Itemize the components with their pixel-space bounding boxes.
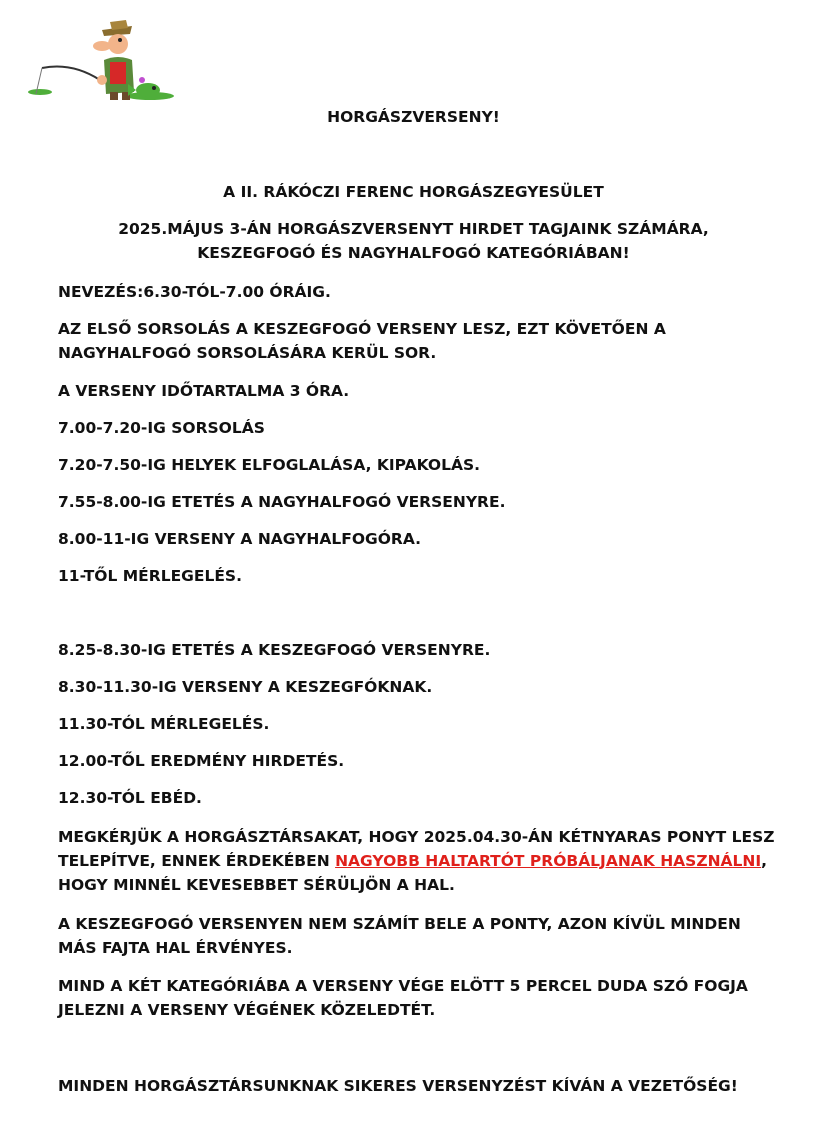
schedule-item: 7.55-8.00-IG ETETÉS A NAGYHALFOGÓ VERSENYRE. [58, 493, 506, 511]
schedule-item: 11-TŐL MÉRLEGELÉS. [58, 567, 242, 585]
duration-line: A VERSENY IDŐTARTALMA 3 ÓRA. [58, 382, 350, 400]
highlighted-request: NAGYOBB HALTARTÓT PRÓBÁLJANAK HASZNÁLNI [335, 852, 762, 870]
request-text-end: , HOGY MINNÉL KEVESEBBET SÉRÜLJÖN A HAL. [58, 852, 768, 894]
schedule-item: 7.20-7.50-IG HELYEK ELFOGLALÁSA, KIPAKOLÁS. [58, 456, 481, 474]
request-paragraph [58, 825, 778, 897]
schedule-item: 11.30-TÓL MÉRLEGELÉS. [58, 715, 270, 733]
page-title: HORGÁSZVERSENY! [327, 108, 500, 126]
schedule-item: 8.30-11.30-IG VERSENY A KESZEGFÓKNAK. [58, 678, 433, 696]
schedule-item: 8.00-11-IG VERSENY A NAGYHALFOGÓRA. [58, 530, 422, 548]
schedule-item: 12.00-TŐL EREDMÉNY HIRDETÉS. [58, 752, 345, 770]
horn-rule: MIND A KÉT KATEGÓRIÁBA A VERSENY VÉGE ELÖTT 5 PERCEL DUDA SZÓ FOGJA JELEZNI A VERSENY VÉGÉNEK KÖZELEDTÉT. [58, 977, 748, 1019]
schedule-item: 12.30-TÓL EBÉD. [58, 789, 202, 807]
draw-info: AZ ELSŐ SORSOLÁS A KESZEGFOGÓ VERSENY LESZ, EZT KÖVETŐEN A NAGYHALFOGÓ SORSOLÁSÁRA KERÜL SOR. [58, 320, 666, 362]
registration-line: NEVEZÉS:6.30-TÓL-7.00 ÓRÁIG. [58, 283, 331, 301]
closing-line: MINDEN HORGÁSZTÁRSUNKNAK SIKERES VERSENYZÉST KÍVÁN A VEZETŐSÉG! [58, 1077, 738, 1095]
carp-rule: A KESZEGFOGÓ VERSENYEN NEM SZÁMÍT BELE A PONTY, AZON KÍVÜL MINDEN MÁS FAJTA HAL ÉRVÉNYES. [58, 915, 741, 957]
request-text: MEGKÉRJÜK A HORGÁSZTÁRSAKAT, HOGY 2025.04.30-ÁN KÉTNYARAS PONYT LESZ TELEPÍTVE, ENNEK ÉRDEKÉBEN [58, 828, 775, 870]
announcement: 2025.MÁJUS 3-ÁN HORGÁSZVERSENYT HIRDET TAGJAINK SZÁMÁRA, KESZEGFOGÓ ÉS NAGYHALFOGÓ KATEGÓRIÁBAN! [118, 220, 709, 262]
schedule-item: 8.25-8.30-IG ETETÉS A KESZEGFOGÓ VERSENYRE. [58, 641, 491, 659]
organizer-line: A II. RÁKÓCZI FERENC HORGÁSZEGYESÜLET [223, 183, 604, 201]
fisherman-icon [22, 20, 180, 110]
schedule-item: 7.00-7.20-IG SORSOLÁS [58, 419, 265, 437]
